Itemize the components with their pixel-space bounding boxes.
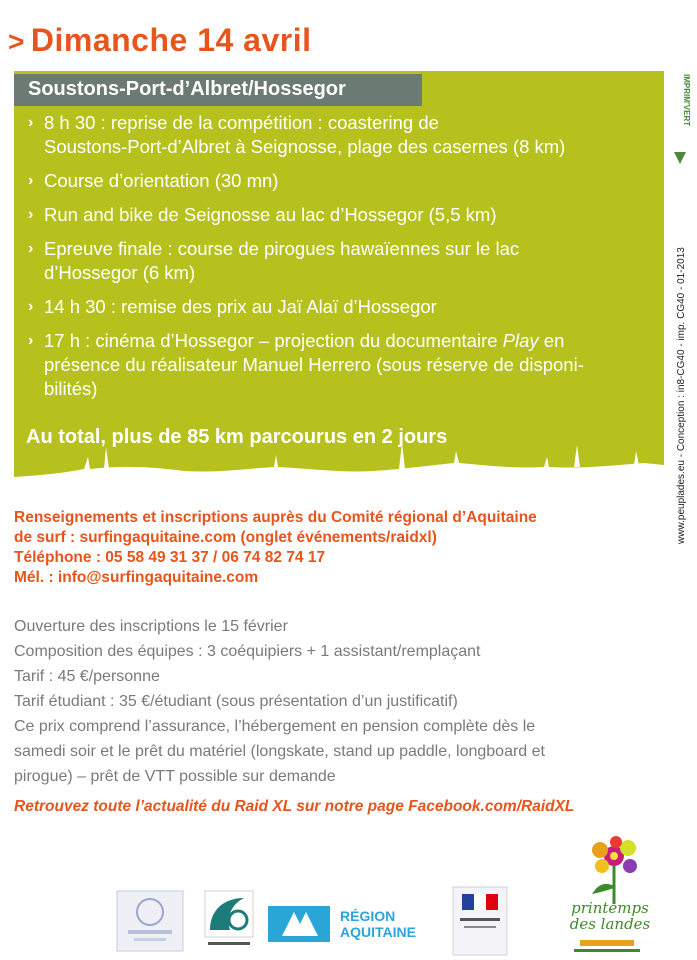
chevron-right-icon: › [28, 206, 34, 223]
program-line: Soustons-Port-d’Albret à Seignosse, plage des casernes (8 km) [44, 136, 566, 157]
page-title [8, 22, 312, 59]
printemps-des-landes-logo [552, 836, 664, 956]
prefecture-logo [452, 886, 508, 956]
chevron-right-icon: › [28, 172, 34, 189]
comite-surf-logo [204, 890, 254, 952]
info-line: Ouverture des inscriptions le 15 février [14, 618, 288, 635]
printemps-text [558, 900, 662, 932]
program-line: Epreuve finale : course de pirogues hawaïennes sur le lac [44, 238, 520, 259]
program-line: 8 h 30 : reprise de la compétition : coastering de [44, 112, 439, 133]
region-aquitaine-emblem [268, 906, 330, 942]
region-line: AQUITAINE [340, 924, 416, 940]
program-list [28, 111, 660, 411]
location-bar: Soustons-Port-d’Albret/Hossegor [14, 74, 422, 106]
region-aquitaine-name [340, 908, 416, 940]
program-line: d’Hossegor (6 km) [44, 262, 196, 283]
chevron-right-icon: › [28, 298, 34, 315]
program-text: en [538, 330, 565, 351]
printemps-line: printemps [571, 899, 649, 917]
info-block [14, 614, 674, 789]
program-line: 14 h 30 : remise des prix au Jaï Alaï d’Hossegor [44, 296, 437, 317]
title-text: Dimanche 14 avril [30, 22, 312, 58]
title-arrow: > [8, 26, 25, 57]
info-line: pirogue) – prêt de VTT possible sur demande [14, 768, 336, 785]
program-line [44, 329, 660, 353]
program-panel [14, 71, 664, 489]
chevron-right-icon: › [28, 332, 34, 349]
flower-icon [552, 836, 664, 906]
printemps-line: des landes [569, 915, 651, 933]
svg-text:IMPRIM'VERT: IMPRIM'VERT [682, 74, 691, 127]
info-line: samedi soir et le prêt du matériel (longskate, stand up paddle, longboard et [14, 743, 545, 760]
side-credit: www.peuplades.eu - Conception : in8-CG40 - imp. CG40 - 01-2013 [676, 247, 687, 544]
program-item [28, 203, 660, 227]
chevron-right-icon: › [28, 240, 34, 257]
contact-line: de surf : surfingaquitaine.com (onglet événements/raidxl) [14, 529, 437, 546]
program-item [28, 111, 660, 159]
region-line: RÉGION [340, 908, 396, 924]
contact-block [14, 508, 674, 588]
program-item [28, 169, 660, 193]
contact-email: Mél. : info@surfingaquitaine.com [14, 569, 259, 586]
grass-illustration [14, 429, 664, 489]
program-line: Run and bike de Seignosse au lac d’Hossegor (5,5 km) [44, 204, 497, 225]
program-item [28, 237, 660, 285]
program-item [28, 295, 660, 319]
info-line: Composition des équipes : 3 coéquipiers + 1 assistant/remplaçant [14, 643, 481, 660]
printemps-dates-mark [572, 938, 642, 954]
program-line: bilités) [44, 378, 98, 399]
landes-cdos-logo [116, 890, 184, 952]
program-item [28, 329, 660, 401]
program-text: 17 h : cinéma d’Hossegor – projection du documentaire [44, 330, 503, 351]
film-title: Play [502, 330, 539, 351]
facebook-line: Retrouvez toute l’actualité du Raid XL sur notre page Facebook.com/RaidXL [14, 798, 575, 815]
region-aquitaine-logo [268, 906, 438, 942]
info-line: Tarif étudiant : 35 €/étudiant (sous présentation d’un justificatif) [14, 693, 458, 710]
contact-line: Renseignements et inscriptions auprès du Comité régional d’Aquitaine [14, 509, 537, 526]
info-line: Ce prix comprend l’assurance, l’hébergement en pension complète dès le [14, 718, 536, 735]
info-line: Tarif : 45 €/personne [14, 668, 160, 685]
imprim-vert-logo [670, 72, 690, 172]
program-line: Course d’orientation (30 mn) [44, 170, 279, 191]
program-line: présence du réalisateur Manuel Herrero (sous réserve de disponi- [44, 354, 584, 375]
chevron-right-icon: › [28, 114, 34, 131]
contact-phone: Téléphone : 05 58 49 31 37 / 06 74 82 74 17 [14, 549, 326, 566]
total-distance: Au total, plus de 85 km parcourus en 2 jours [26, 426, 448, 448]
